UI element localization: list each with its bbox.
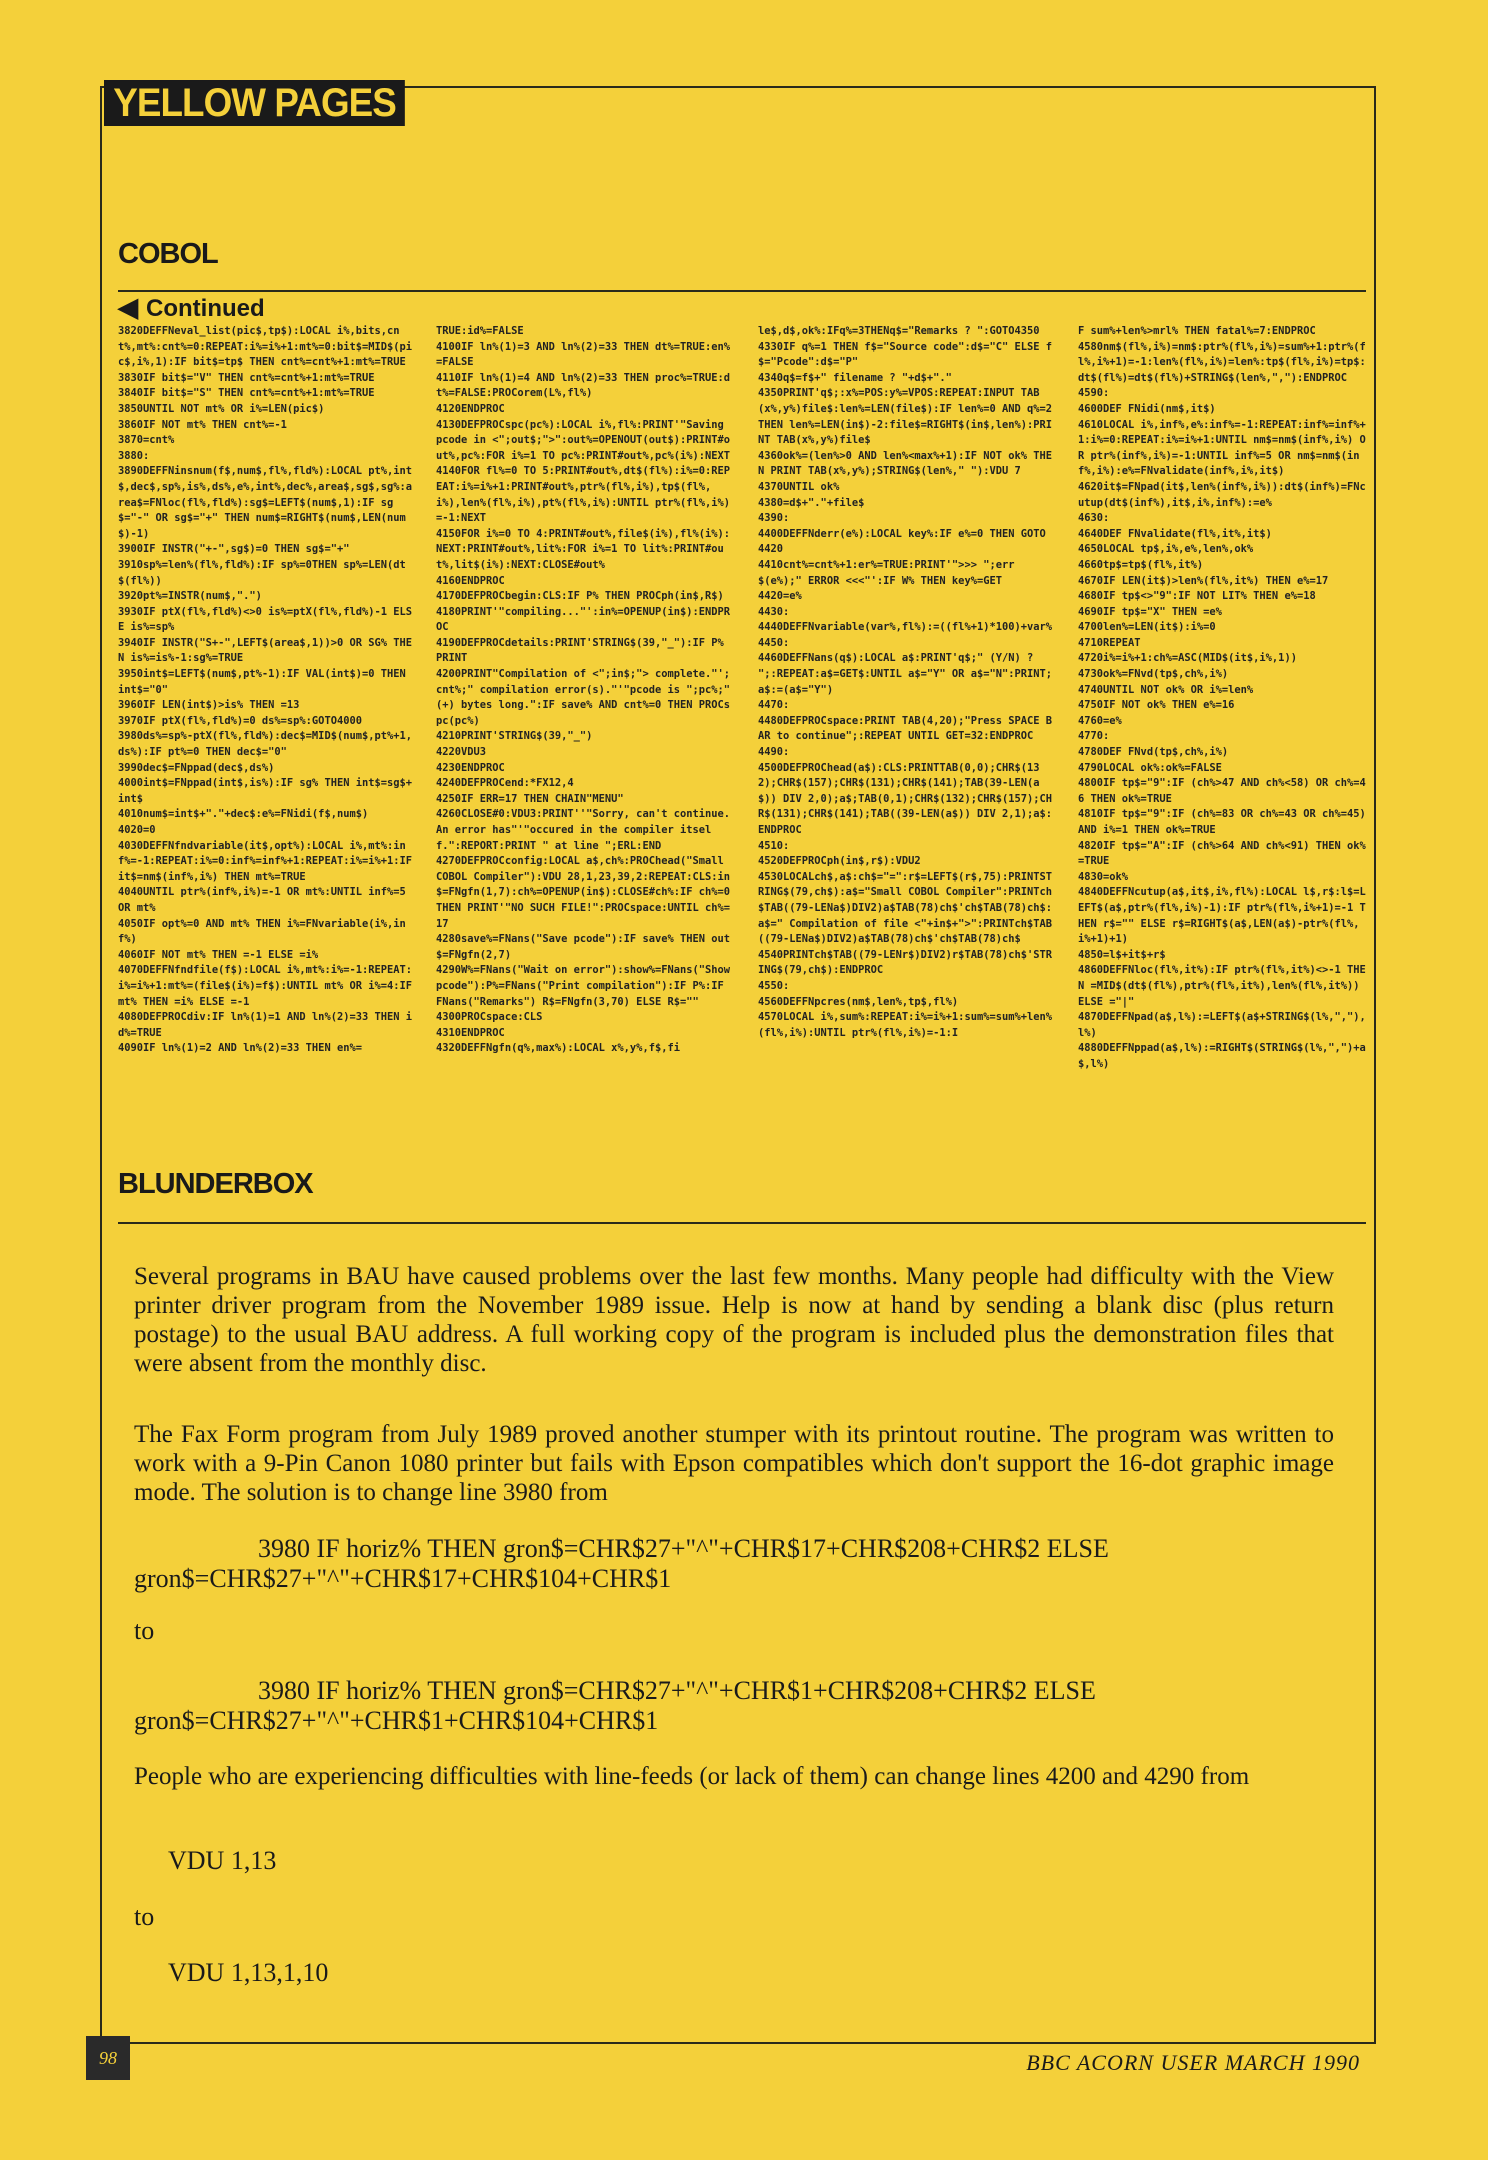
code-line: 4580nm$(fl%,i%)=nm$:ptr%(fl%,i%)=sum%+1:ptr%(fl%,i%+1)=-1:len%(fl%,i%)=len%:tp$(fl%,i%)=tp$:dt$(fl%)=dt$(fl%)+STRING$(len%,","):ENDPROC <box>1078 340 1366 384</box>
code-line: 4010num$=int$+"."+dec$:e%=FNidi(f$,num$) <box>118 808 369 821</box>
code-line: 4390: <box>758 512 790 525</box>
code-line: 4040UNTIL ptr%(inf%,i%)=-1 OR mt%:UNTIL inf%=5 OR mt% <box>118 886 406 914</box>
code-line-3: VDU 1,13 <box>168 1846 277 1875</box>
code-line: 4330IF q%=1 THEN f$="Source code":d$="C" ELSE f$="Pcode":d$="P" <box>758 340 1053 369</box>
code-line: 4590: <box>1078 387 1110 400</box>
code-line-2b: gron$=CHR$27+"^"+CHR$1+CHR$104+CHR$1 <box>134 1706 659 1735</box>
code-line: 4150FOR i%=0 TO 4:PRINT#out%,file$(i%),fl%(i%):NEXT:PRINT#out%,lit%:FOR i%=1 TO lit%:PRINT#out%,lit$(i%):NEXT:CLOSE#out% <box>436 527 731 571</box>
code-line: 4800IF tp$="9":IF (ch%>47 AND ch%<58) OR ch%=46 THEN ok%=TRUE <box>1078 777 1366 805</box>
code-line: 4860DEFFNloc(fl%,it%):IF ptr%(fl%,it%)<>-1 THEN =MID$(dt$(fl%),ptr%(fl%,it%),len%(fl%,it%)) ELSE ="|" <box>1078 964 1366 1008</box>
code-line: F sum%+len%>mrl% THEN fatal%=7:ENDPROC <box>1078 325 1316 337</box>
cobol-rule <box>118 290 1366 292</box>
page-number: 98 <box>86 2036 130 2080</box>
code-line: 4130DEFPROCspc(pc%):LOCAL i%,fl%:PRINT'"Saving pcode in <";out$;">":out%=OPENOUT(out$):PRINT#out%,pc%:FOR i%=1 TO pc%:PRINT#out%,pc%(i%):NEXT <box>436 418 731 462</box>
code-line: 4190DEFPROCdetails:PRINT'STRING$(39,"_"):IF P% PRINT <box>436 636 724 665</box>
code-line: 4280save%=FNans("Save pcode"):IF save% THEN out$=FNgfn(2,7) <box>436 933 731 961</box>
code-line: 4350PRINT'q$;:x%=POS:y%=VPOS:REPEAT:INPUT TAB(x%,y%)file$:len%=LEN(file$):IF len%=0 AND q%=2 THEN len%=LEN(in$)-2:file$=RIGHT$(in$,len%):PRINT TAB(x%,y%)file$ <box>758 387 1053 447</box>
code-line: 4660tp$=tp$(fl%,it%) <box>1078 558 1204 571</box>
code-line: 3960IF LEN(int$)>is% THEN =13 <box>118 699 300 712</box>
code-line: 3820DEFFNeval_list(pic$,tp$):LOCAL i%,bits,cnt%,mt%:cnt%=0:REPEAT:i%=i%+1:mt%=0:bit$=MID$(pic$,i%,1):IF bit$=tp$ THEN cnt%=cnt%+1:mt%=TRUE <box>118 325 413 369</box>
code-line: 4140FOR fl%=0 TO 5:PRINT#out%,dt$(fl%):i%=0:REPEAT:i%=i%+1:PRINT#out%,ptr%(fl%,i%),tp$(fl%,i%),len%(fl%,i%),pt%(fl%,i%):UNTIL ptr%(fl%,i%)=-1:NEXT <box>436 465 731 525</box>
code-line: 4650LOCAL tp$,i%,e%,len%,ok% <box>1078 543 1254 556</box>
code-line: 4100IF ln%(1)=3 AND ln%(2)=33 THEN dt%=TRUE:en%=FALSE <box>436 340 731 369</box>
code-line: 4460DEFFNans(q$):LOCAL a$:PRINT'q$;" (Y/N) ? ";:REPEAT:a$=GET$:UNTIL a$="Y" OR a$="N":PRINT;a$:=(a$="Y") <box>758 652 1053 696</box>
code-line: 4200PRINT"Compilation of <";in$;"> complete."';cnt%;" compilation error(s)."'"pcode is ";pc%;"(+) bytes long.":IF save% AND cnt%=0 THEN PROCspc(pc%) <box>436 668 731 727</box>
code-line: 4640DEF FNvalidate(fl%,it%,it$) <box>1078 527 1272 540</box>
code-line: 4880DEFFNppad(a$,l%):=RIGHT$(STRING$(l%,",")+a$,l%) <box>1078 1042 1366 1070</box>
code-line: 3930IF ptX(fl%,fld%)<>0 is%=ptX(fl%,fld%)-1 ELSE is%=sp% <box>118 605 413 634</box>
code-line: 4090IF ln%(1)=2 AND ln%(2)=33 THEN en%= <box>118 1042 362 1055</box>
code-line: 4490: <box>758 746 790 759</box>
code-line: 4610LOCAL i%,inf%,e%:inf%=-1:REPEAT:inf%=inf%+1:i%=0:REPEAT:i%=i%+1:UNTIL nm$=nm$(inf%,i%) OR ptr%(inf%,i%)=-1:UNTIL inf%=5 OR nm$=nm$(inf%,i%):e%=FNvalidate(inf%,i%,it$) <box>1078 418 1366 478</box>
code-line: 4710REPEAT <box>1078 636 1141 649</box>
code-line: 4410cnt%=cnt%+1:er%=TRUE:PRINT'">>> ";err$(e%);" ERROR <<<"':IF W% THEN key%=GET <box>758 558 1015 587</box>
code-line: 3990dec$=FNppad(dec$,ds%) <box>118 761 275 774</box>
code-column-3 <box>758 324 1058 1041</box>
code-line: 4220VDU3 <box>436 746 487 759</box>
code-line: 4620it$=FNpad(it$,len%(inf%,i%)):dt$(inf%)=FNcutup(dt$(inf%),it$,i%,inf%):=e% <box>1078 480 1366 509</box>
code-column-1 <box>118 324 418 1057</box>
code-line: 4430: <box>758 605 790 618</box>
code-line: 3920pt%=INSTR(num$,".") <box>118 590 262 603</box>
code-line: 3950int$=LEFT$(num$,pt%-1):IF VAL(int$)=0 THEN int$="0" <box>118 668 406 696</box>
code-column-2 <box>436 324 736 1057</box>
code-line: 3910sp%=len%(fl%,fld%):IF sp%=0THEN sp%=LEN(dt$(fl%)) <box>118 558 406 587</box>
code-line-2a: 3980 IF horiz% THEN gron$=CHR$27+"^"+CHR$1+CHR$208+CHR$2 ELSE <box>258 1676 1096 1705</box>
blunderbox-para-3 <box>134 1762 1334 1791</box>
code-line: 3850UNTIL NOT mt% OR i%=LEN(pic$) <box>118 402 325 415</box>
code-line: 4320DEFFNgfn(q%,max%):LOCAL x%,y%,f$,fi <box>436 1042 680 1055</box>
code-line: 3900IF INSTR("+-",sg$)=0 THEN sg$="+" <box>118 543 350 556</box>
code-line: 4570LOCAL i%,sum%:REPEAT:i%=i%+1:sum%=sum%+len%(fl%,i%):UNTIL ptr%(fl%,i%)=-1:I <box>758 1011 1053 1039</box>
code-line: 3940IF INSTR("S+-",LEFT$(area$,1))>0 OR SG% THEN is%=is%-1:sg%=TRUE <box>118 636 413 665</box>
code-line: 4850=l$+it$+r$ <box>1078 948 1166 961</box>
code-line: 4260CLOSE#0:VDU3:PRINT''"Sorry, can't continue. An error has"'"occured in the compiler itself.":REPORT:PRINT " at line ";ERL:END <box>436 808 731 852</box>
code-line: 4420=e% <box>758 590 802 603</box>
code-line: 3840IF bit$="S" THEN cnt%=cnt%+1:mt%=TRUE <box>118 387 375 400</box>
code-line: TRUE:id%=FALSE <box>436 325 524 337</box>
code-line: 3980ds%=sp%-ptX(fl%,fld%):dec$=MID$(num$,pt%+1,ds%):IF pt%=0 THEN dec$="0" <box>118 730 413 759</box>
para-3-text: People who are experiencing difficulties with line-feeds (or lack of them) can change lines 4200 and 4290 from <box>134 1763 1250 1790</box>
code-line: 4770: <box>1078 730 1110 743</box>
continued-text: Continued <box>146 295 265 322</box>
code-line: 4300PROCspace:CLS <box>436 1011 543 1024</box>
code-line: 4080DEFPROCdiv:IF ln%(1)=1 AND ln%(2)=33 THEN id%=TRUE <box>118 1011 413 1039</box>
code-line: 4550: <box>758 979 790 992</box>
code-line: 4730ok%=FNvd(tp$,ch%,i%) <box>1078 668 1229 681</box>
code-line: 4240DEFPROCend:*FX12,4 <box>436 777 574 790</box>
code-line: 4440DEFFNvariable(var%,fl%):=((fl%+1)*100)+var% <box>758 621 1053 634</box>
para-1-text: Several programs in BAU have caused problems over the last few months. Many people had difficulty with the View printer driver program from the November 1989 issue. Help is now at hand by sending a blank disc (plus return postage) to the usual BAU address. A full working copy of the program is included plus the demonstration files that were absent from the monthly disc. <box>134 1263 1334 1377</box>
code-line: 4380=d$+"."+file$ <box>758 496 865 509</box>
yellow-pages-banner: YELLOW PAGES <box>104 80 405 126</box>
blunderbox-heading: BLUNDERBOX <box>118 1168 313 1200</box>
code-line: 4000int$=FNppad(int$,is%):IF sg% THEN int$=sg$+int$ <box>118 777 413 805</box>
code-line: 4600DEF FNidi(nm$,it$) <box>1078 402 1216 415</box>
code-line: 3890DEFFNinsnum(f$,num$,fl%,fld%):LOCAL pt%,int$,dec$,sp%,is%,ds%,e%,int%,dec%,area$,sg$,sg%:area$=FNloc(fl%,fld%):sg$=LEFT$(num$,1):IF sg$="-" OR sg$="+" THEN num$=RIGHT$(num$,LEN(num$)-1) <box>118 465 413 540</box>
code-line: 4760=e% <box>1078 714 1122 727</box>
code-line: 4540PRINTch$TAB((79-LENr$)DIV2)r$TAB(78)ch$'STRING$(79,ch$):ENDPROC <box>758 948 1053 977</box>
code-line: 4840DEFFNcutup(a$,it$,i%,fl%):LOCAL l$,r$:l$=LEFT$(a$,ptr%(fl%,i%)-1):IF ptr%(fl%,i%+1)=-1 THEN r$="" ELSE r$=RIGHT$(a$,LEN(a$)-ptr%(fl%,i%+1)+1) <box>1078 886 1366 946</box>
code-line: 4520DEFPROCph(in$,r$):VDU2 <box>758 855 921 868</box>
code-line: 4480DEFPROCspace:PRINT TAB(4,20);"Press SPACE BAR to continue";:REPEAT UNTIL GET=32:ENDPROC <box>758 714 1053 743</box>
code-line: 4050IF opt%=0 AND mt% THEN i%=FNvariable(i%,inf%) <box>118 917 406 946</box>
code-line: 3870=cnt% <box>118 434 175 447</box>
code-line: 4790LOCAL ok%:ok%=FALSE <box>1078 761 1222 774</box>
code-line: 4250IF ERR=17 THEN CHAIN"MENU" <box>436 792 624 805</box>
to-word-1: to <box>134 1616 155 1645</box>
code-line: 4690IF tp$="X" THEN =e% <box>1078 605 1222 618</box>
code-line: 3880: <box>118 449 150 462</box>
code-line: 3860IF NOT mt% THEN cnt%=-1 <box>118 418 287 431</box>
magazine-footer: BBC ACORN USER MARCH 1990 <box>1026 2050 1360 2075</box>
left-arrow-icon: ◀ <box>118 292 138 322</box>
code-line: 4500DEFPROChead(a$):CLS:PRINTTAB(0,0);CHR$(132);CHR$(157);CHR$(131);CHR$(141);TAB(39-LEN(a$)) DIV 2,0);a$;TAB(0,1);CHR$(132);CHR$(157);CHR$(131);CHR$(141);TAB((39-LEN(a$)) DIV 2,1);a$:ENDPROC <box>758 761 1053 836</box>
code-line: 4180PRINT'"compiling..."':in%=OPENUP(in$):ENDPROC <box>436 605 731 634</box>
code-line: 4160ENDPROC <box>436 574 505 587</box>
code-line: 4780DEF FNvd(tp$,ch%,i%) <box>1078 746 1229 759</box>
code-line: 4450: <box>758 636 790 649</box>
code-line: 4670IF LEN(it$)>len%(fl%,it%) THEN e%=17 <box>1078 574 1329 587</box>
code-line: 4510: <box>758 839 790 852</box>
code-line: 4470: <box>758 699 790 712</box>
para-2-text: The Fax Form program from July 1989 proved another stumper with its printout routine. The program was written to work with a 9-Pin Canon 1080 printer but fails with Epson compatibles which don't support the 16-dot graphic image mode. The solution is to change line 3980 from <box>134 1421 1334 1506</box>
code-line: 4120ENDPROC <box>436 402 505 415</box>
code-line: 4170DEFPROCbegin:CLS:IF P% THEN PROCph(in$,R$) <box>436 590 724 603</box>
code-line: 4810IF tp$="9":IF (ch%=83 OR ch%=43 OR ch%=45) AND i%=1 THEN ok%=TRUE <box>1078 808 1366 836</box>
blunderbox-rule <box>118 1222 1366 1224</box>
code-line: 4020=0 <box>118 824 156 836</box>
code-line: 4680IF tp$<>"9":IF NOT LIT% THEN e%=18 <box>1078 590 1316 603</box>
code-line: 4070DEFFNfndfile(f$):LOCAL i%,mt%:i%=-1:REPEAT:i%=i%+1:mt%=(file$(i%)=f$):UNTIL mt% OR i%=4:IF mt% THEN =i% ELSE =-1 <box>118 964 413 1008</box>
code-line: 4720i%=i%+1:ch%=ASC(MID$(it$,i%,1)) <box>1078 652 1297 665</box>
code-line: 4830=ok% <box>1078 870 1129 883</box>
code-line: 4740UNTIL NOT ok% OR i%=len% <box>1078 683 1254 696</box>
code-line: 4750IF NOT ok% THEN e%=16 <box>1078 699 1235 712</box>
code-line: 4370UNTIL ok% <box>758 480 840 493</box>
code-line: 4290W%=FNans("Wait on error"):show%=FNans("Show pcode"):P%=FNans("Print compilation"):IF P%:IF FNans("Remarks") R$=FNgfn(3,70) ELSE R$="" <box>436 964 731 1008</box>
code-line: 4230ENDPROC <box>436 761 505 774</box>
code-line: 3970IF ptX(fl%,fld%)=0 ds%=sp%:GOTO4000 <box>118 714 362 727</box>
code-line: 4310ENDPROC <box>436 1026 505 1039</box>
code-line: 4210PRINT'STRING$(39,"_") <box>436 730 593 743</box>
code-line-1a: 3980 IF horiz% THEN gron$=CHR$27+"^"+CHR$17+CHR$208+CHR$2 ELSE <box>258 1534 1109 1563</box>
blunderbox-para-2 <box>134 1420 1334 1507</box>
code-line: 4870DEFFNpad(a$,l%):=LEFT$(a$+STRING$(l%,","),l%) <box>1078 1011 1366 1039</box>
continued-label <box>118 292 265 323</box>
to-word-2: to <box>134 1902 155 1931</box>
cobol-heading: COBOL <box>118 238 218 270</box>
code-line: 4530LOCALch$,a$:ch$="=":r$=LEFT$(r$,75):PRINTSTRING$(79,ch$):a$="Small COBOL Compiler":PRINTch$TAB((79-LENa$)DIV2)a$TAB(78)ch$'ch$TAB(78)ch$:a$=" Compilation of file <"+in$+">":PRINTch$TAB((79-LENa$)DIV2)a$TAB(78)ch$'ch$TAB(78)ch$ <box>758 870 1053 946</box>
code-line-4: VDU 1,13,1,10 <box>168 1958 329 1987</box>
code-line: 4820IF tp$="A":IF (ch%>64 AND ch%<91) THEN ok%=TRUE <box>1078 839 1366 868</box>
code-line: le$,d$,ok%:IFq%=3THENq$="Remarks ? ":GOTO4350 <box>758 325 1040 337</box>
code-line: 4400DEFFNderr(e%):LOCAL key%:IF e%=0 THEN GOTO 4420 <box>758 527 1046 556</box>
code-line: 3830IF bit$="V" THEN cnt%=cnt%+1:mt%=TRUE <box>118 371 375 384</box>
code-line: 4700len%=LEN(it$):i%=0 <box>1078 621 1216 634</box>
code-column-4 <box>1078 324 1368 1073</box>
code-line: 4110IF ln%(1)=4 AND ln%(2)=33 THEN proc%=TRUE:dt%=FALSE:PROCorem(L%,fl%) <box>436 371 731 400</box>
code-line: 4270DEFPROCconfig:LOCAL a$,ch%:PROChead("Small COBOL Compiler"):VDU 28,1,23,39,2:REPEAT:CLS:in$=FNgfn(1,7):ch%=OPENUP(in$):CLOSE#ch%:IF ch%=0 THEN PRINT'"NO SUCH FILE!":PROCspace:UNTIL ch%=17 <box>436 855 731 930</box>
code-line: 4060IF NOT mt% THEN =-1 ELSE =i% <box>118 948 319 961</box>
code-line: 4340q$=f$+" filename ? "+d$+"." <box>758 371 952 384</box>
blunderbox-para-1 <box>134 1262 1334 1378</box>
code-line: 4560DEFFNpcres(nm$,len%,tp$,fl%) <box>758 995 959 1008</box>
code-line: 4030DEFFNfndvariable(it$,opt%):LOCAL i%,mt%:inf%=-1:REPEAT:i%=0:inf%=inf%+1:REPEAT:i%=i%+1:IF it$=nm$(inf%,i%) THEN mt%=TRUE <box>118 839 413 883</box>
code-line-1b: gron$=CHR$27+"^"+CHR$17+CHR$104+CHR$1 <box>134 1564 672 1593</box>
code-line: 4360ok%=(len%>0 AND len%<max%+1):IF NOT ok% THEN PRINT TAB(x%,y%);STRING$(len%," "):VDU 7 <box>758 449 1053 478</box>
code-line: 4630: <box>1078 512 1110 525</box>
